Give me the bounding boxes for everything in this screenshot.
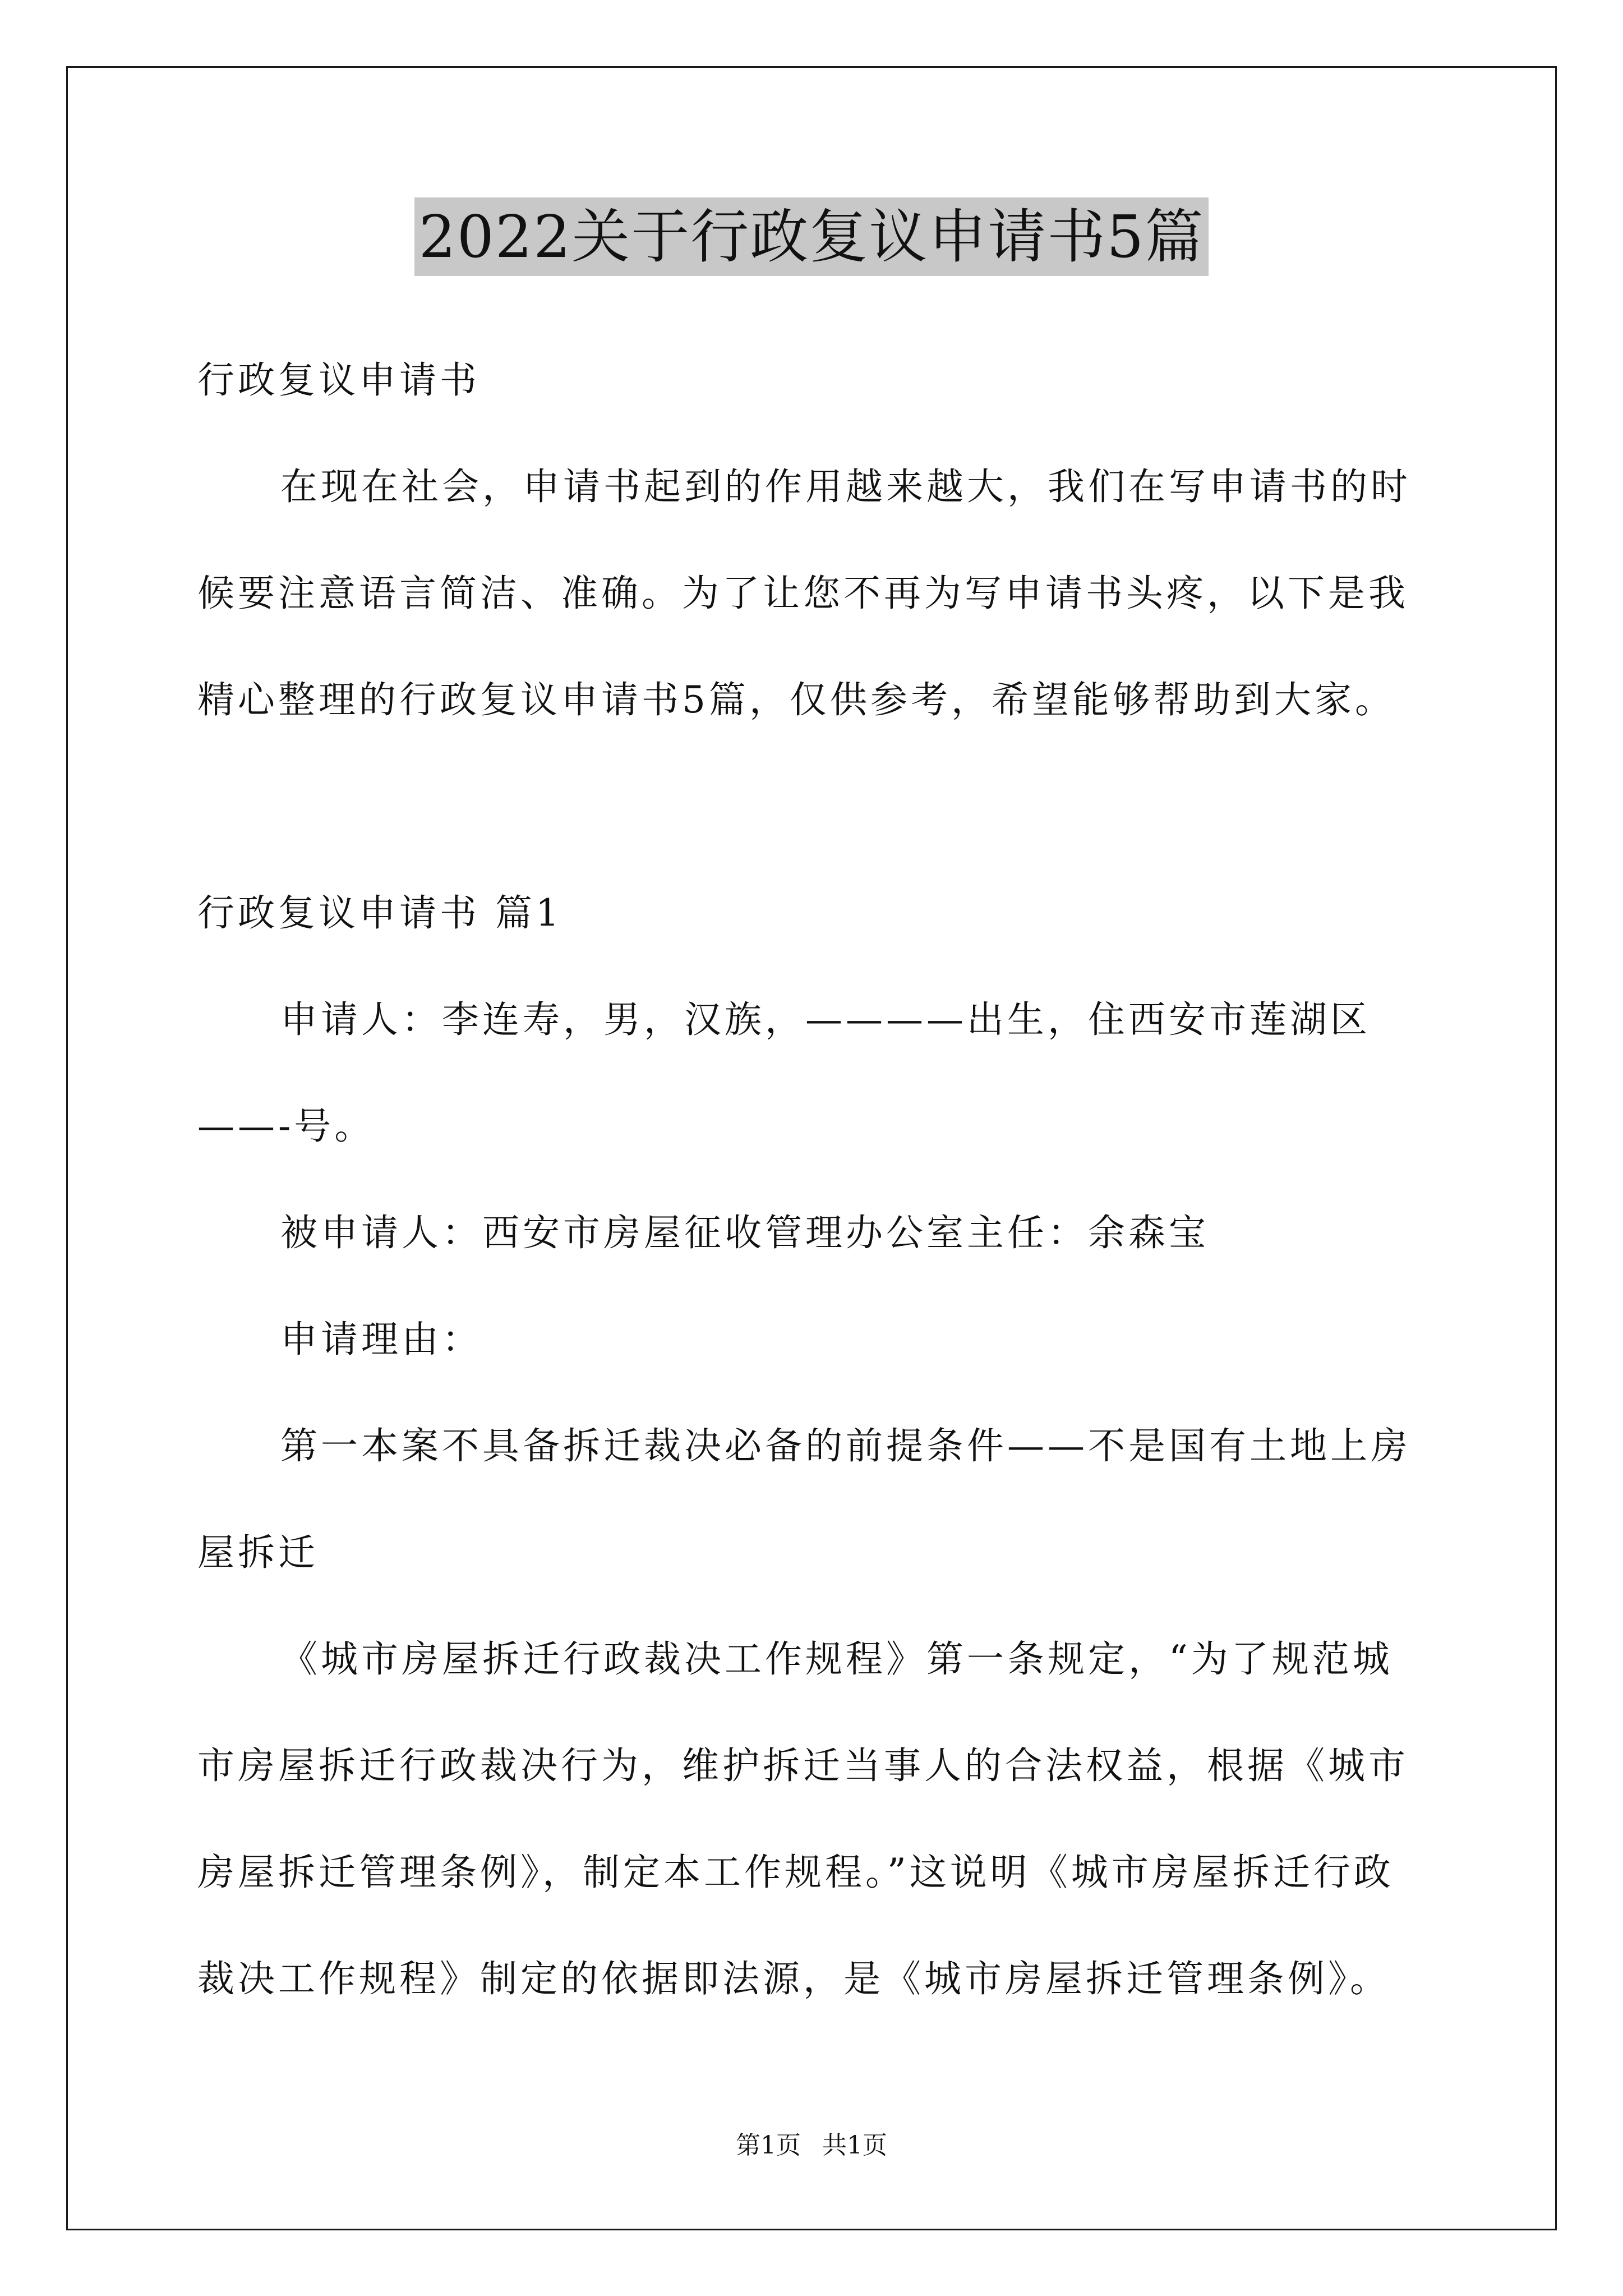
intro-line-1: 在现在社会，申请书起到的作用越来越大，我们在写申请书的时 [280,465,1411,508]
section-heading-part-1: 行政复议申请书 篇1 [197,891,562,935]
document-title: 2022关于行政复议申请书5篇 [414,197,1209,276]
point-one-line-2: 屋拆迁 [197,1531,319,1574]
regulation-line-2: 市房屋拆迁行政裁决行为，维护拆迁当事人的合法权益，根据《城市 [197,1744,1409,1787]
respondent-line: 被申请人：西安市房屋征收管理办公室主任：余森宝 [280,1211,1209,1254]
intro-line-2: 候要注意语言简洁、准确。为了让您不再为写申请书头疼，以下是我 [197,572,1409,615]
intro-line-3: 精心整理的行政复议申请书5篇，仅供参考，希望能够帮助到大家。 [197,678,1395,721]
point-one-line-1: 第一本案不具备拆迁裁决必备的前提条件——不是国有土地上房 [280,1424,1411,1467]
page-number-current: 第1页 [736,2131,801,2160]
applicant-line-1: 申请人：李连寿，男，汉族，————出生，住西安市莲湖区 [280,998,1371,1041]
title-container [0,197,1623,276]
page-footer [0,2129,1623,2162]
applicant-line-2: ——-号。 [197,1105,375,1148]
regulation-line-3: 房屋拆迁管理条例》，制定本工作规程。”这说明《城市房屋拆迁行政 [197,1851,1394,1894]
section-heading-main: 行政复议申请书 [197,358,480,402]
regulation-line-4: 裁决工作规程》制定的依据即法源，是《城市房屋拆迁管理条例》。 [197,1957,1390,2000]
reason-label: 申请理由： [280,1318,482,1361]
regulation-line-1: 《城市房屋拆迁行政裁决工作规程》第一条规定，“为了规范城 [280,1637,1393,1681]
page-number-total: 共1页 [822,2131,887,2160]
